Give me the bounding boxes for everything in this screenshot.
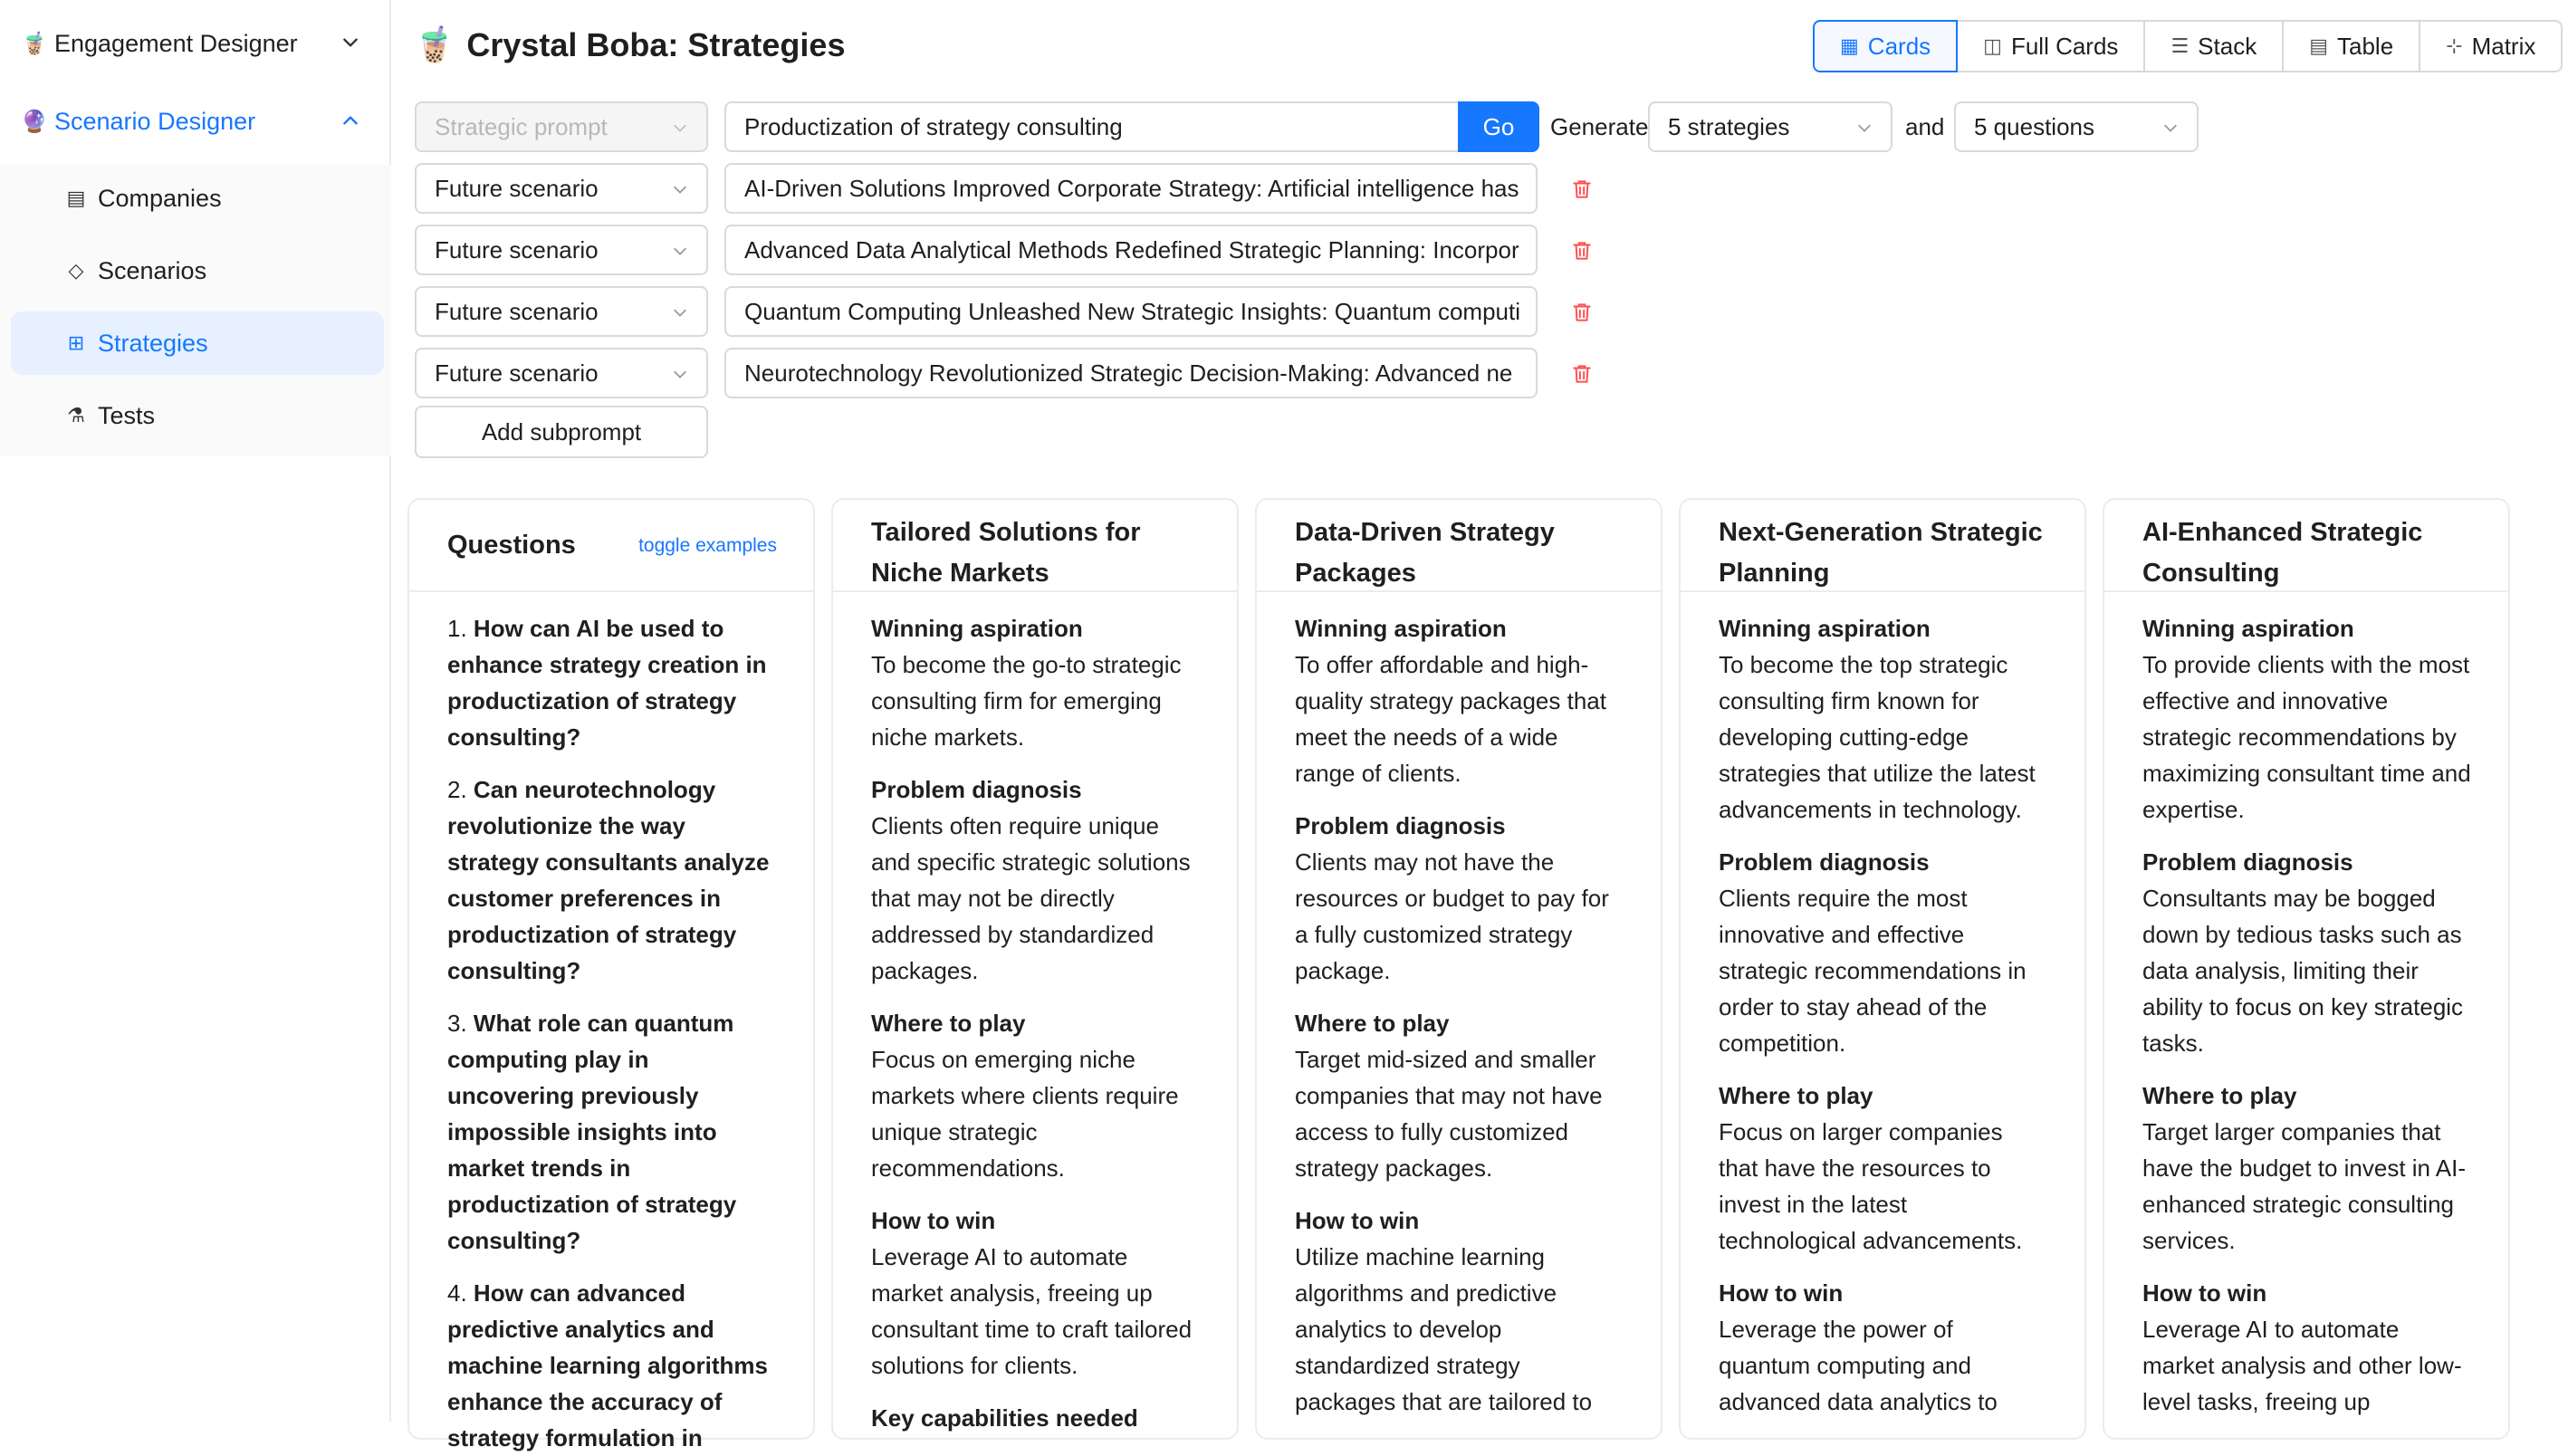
chevron-down-icon (2162, 120, 2179, 136)
section-play (1719, 1078, 2048, 1259)
chevron-down-icon (672, 366, 688, 382)
question-number: 3. (447, 1010, 467, 1037)
strategy-title: Data-Driven Strategy Packages (1257, 500, 1661, 592)
full-cards-icon: ◫ (1983, 34, 2002, 57)
section-text: To provide clients with the most effective and innovative strategic recommendations by maximizing consultant time and expertise. (2142, 651, 2471, 823)
strategy-body (1681, 592, 2084, 1420)
questions-card-header (409, 500, 813, 592)
strategy-body (833, 592, 1237, 1436)
view-full-cards-button[interactable] (1956, 20, 2145, 72)
matrix-icon: ⊹ (2446, 34, 2463, 57)
strategies-count-select[interactable] (1648, 101, 1892, 152)
section-heading: How to win (871, 1207, 996, 1234)
view-stack-button[interactable] (2143, 20, 2284, 72)
go-button[interactable]: Go (1458, 101, 1539, 152)
stack-icon: ☰ (2170, 34, 2190, 57)
table-icon: ▤ (66, 187, 86, 209)
question-number: 2. (447, 776, 467, 803)
questions-list (409, 592, 813, 1456)
question-text: How can AI be used to enhance strategy creation in productization of strategy consulting? (447, 615, 767, 751)
section-diagnosis (2142, 844, 2472, 1061)
strategy-body (1257, 592, 1661, 1420)
sidebar-item-label: Strategies (98, 329, 208, 357)
section-heading: Where to play (1719, 1082, 1873, 1109)
question-text: What role can quantum computing play in uncovering previously impossible insights into market trends in productization of strategy consulting? (447, 1010, 737, 1254)
view-cards-button[interactable] (1813, 20, 1958, 72)
page-title-text: Crystal Boba: Strategies (466, 26, 846, 63)
trash-icon[interactable] (1570, 239, 1594, 263)
subprompt-input-value: AI-Driven Solutions Improved Corporate Strategy: Artificial intelligence has (744, 174, 1519, 202)
section-win (2142, 1275, 2472, 1420)
question-number: 1. (447, 615, 467, 642)
table-icon: ▤ (2309, 34, 2328, 57)
section-play (2142, 1078, 2472, 1259)
section-heading: Problem diagnosis (1295, 812, 1506, 839)
section-capabilities (871, 1400, 1201, 1436)
section-heading: Problem diagnosis (1719, 848, 1930, 876)
page-title (413, 20, 845, 71)
view-table-button[interactable] (2282, 20, 2420, 72)
question-item (447, 1005, 781, 1259)
section-aspiration (1295, 610, 1624, 791)
sidebar-group-engagement-designer[interactable] (0, 7, 391, 80)
question-item (447, 610, 781, 755)
subprompt-type-value: Future scenario (435, 174, 599, 202)
question-item (447, 771, 781, 989)
section-text: Utilize machine learning algorithms and predictive analytics to develop standardized strategy packages that are tailored to (1295, 1243, 1593, 1415)
subprompt-input-value: Quantum Computing Unleashed New Strategic Insights: Quantum computi (744, 297, 1520, 325)
section-win (871, 1202, 1201, 1384)
subprompt-input-value: Advanced Data Analytical Methods Redefined Strategic Planning: Incorpor (744, 235, 1519, 263)
sidebar-item-label: Companies (98, 184, 222, 212)
trash-icon[interactable] (1570, 177, 1594, 201)
section-win (1295, 1202, 1624, 1420)
subprompt-type-select[interactable] (415, 225, 708, 275)
sidebar-item-tests[interactable] (11, 384, 384, 447)
generate-label: Generate (1550, 112, 1649, 140)
sidebar-item-label: Scenarios (98, 256, 207, 284)
section-win (1719, 1275, 2048, 1420)
view-label: Full Cards (2010, 32, 2119, 60)
section-text: Clients often require unique and specific strategic solutions that may not be directly addressed by standardized packages. (871, 812, 1191, 984)
section-heading: Winning aspiration (1295, 615, 1507, 642)
section-text: To become the top strategic consulting firm known for developing cutting-edge strategies that utilize the latest advancements in technology. (1719, 651, 2036, 823)
chevron-down-icon (672, 120, 688, 136)
strategy-card[interactable] (2103, 498, 2510, 1440)
section-heading: How to win (2142, 1279, 2267, 1307)
subprompt-input-value: Neurotechnology Revolutionized Strategic Decision-Making: Advanced ne (744, 359, 1513, 387)
strategies-count-value: 5 strategies (1668, 112, 1790, 140)
section-heading: Where to play (871, 1010, 1026, 1037)
section-text: Clients require the most innovative and effective strategic recommendations in order to stay ahead of the competition. (1719, 885, 2027, 1057)
section-diagnosis (871, 771, 1201, 989)
section-aspiration (2142, 610, 2472, 828)
cards-icon: ▦ (1840, 34, 1859, 57)
subprompt-type-select[interactable] (415, 286, 708, 337)
sidebar-item-label: Tests (98, 401, 156, 429)
section-text: Target larger companies that have the budget to invest in AI-enhanced strategic consulting services. (2142, 1118, 2467, 1254)
trash-icon[interactable] (1570, 362, 1594, 386)
and-label: and (1905, 112, 1945, 140)
subprompt-input[interactable] (724, 225, 1538, 275)
section-text: Leverage AI to automate market analysis and other low-level tasks, freeing up (2142, 1316, 2462, 1415)
boba-icon: 🧋 (21, 31, 48, 56)
prompt-type-select[interactable] (415, 101, 708, 152)
subprompt-type-select[interactable] (415, 348, 708, 398)
subprompt-input[interactable] (724, 163, 1538, 214)
boba-icon: 🧋 (413, 26, 456, 64)
strategy-card[interactable] (1679, 498, 2086, 1440)
section-text: Focus on larger companies that have the resources to invest in the latest technological advancements. (1719, 1118, 2023, 1254)
strategy-body (2104, 592, 2508, 1420)
question-number: 4. (447, 1279, 467, 1307)
add-subprompt-button[interactable]: Add subprompt (415, 406, 708, 458)
prompt-input[interactable] (724, 101, 1460, 152)
sidebar (0, 0, 391, 1422)
subprompt-input[interactable] (724, 348, 1538, 398)
chevron-up-icon (340, 110, 360, 130)
questions-card (407, 498, 815, 1451)
view-label: Stack (2198, 32, 2257, 60)
question-text: Can neurotechnology revolutionize the way strategy consultants analyze customer preferences in productization of strategy consulting? (447, 776, 770, 984)
chevron-down-icon (672, 243, 688, 259)
diamond-icon: ◇ (68, 259, 84, 282)
subprompt-type-select[interactable] (415, 163, 708, 214)
subprompt-type-value: Future scenario (435, 359, 599, 387)
crystal-ball-icon: 🔮 (21, 109, 48, 134)
questions-count-select[interactable] (1954, 101, 2199, 152)
sidebar-item-companies[interactable] (11, 167, 384, 230)
strategy-title: Next-Generation Strategic Planning (1681, 500, 2084, 592)
section-heading: How to win (1719, 1279, 1844, 1307)
strategy-card[interactable] (831, 498, 1239, 1440)
section-text: Clients may not have the resources or budget to pay for a fully customized strategy package. (1295, 848, 1609, 984)
section-text: Leverage AI to automate market analysis, freeing up consultant time to craft tailored solutions for clients. (871, 1243, 1193, 1379)
section-text: Consultants may be bogged down by tedious tasks such as data analysis, limiting their ability to focus on key strategic tasks. (2142, 885, 2464, 1057)
section-heading: Winning aspiration (871, 615, 1083, 642)
chevron-down-icon (672, 304, 688, 321)
questions-count-value: 5 questions (1974, 112, 2094, 140)
view-label: Matrix (2471, 32, 2536, 60)
section-text: Target mid-sized and smaller companies that may not have access to fully customized strategy packages. (1295, 1046, 1603, 1182)
sidebar-group-label: Engagement Designer (54, 29, 298, 57)
section-text: To become the go-to strategic consulting firm for emerging niche markets. (871, 651, 1182, 751)
trash-icon[interactable] (1570, 301, 1594, 324)
section-play (1295, 1005, 1624, 1186)
section-aspiration (1719, 610, 2048, 828)
sidebar-group-scenario-designer[interactable] (0, 85, 391, 158)
sidebar-item-scenarios[interactable] (11, 239, 384, 302)
section-text: Leverage the power of quantum computing and advanced data analytics to (1719, 1316, 1998, 1415)
section-heading: Problem diagnosis (2142, 848, 2353, 876)
section-heading: How to win (1295, 1207, 1420, 1234)
subprompt-type-value: Future scenario (435, 297, 599, 325)
question-text: How can advanced predictive analytics and machine learning algorithms enhance the accuracy of strategy formulation in (447, 1279, 768, 1451)
prompt-input-value: Productization of strategy consulting (744, 112, 1123, 140)
section-diagnosis (1719, 844, 2048, 1061)
chevron-down-icon (340, 33, 360, 53)
section-heading: Where to play (2142, 1082, 2297, 1109)
strategy-title: Tailored Solutions for Niche Markets (833, 500, 1237, 592)
section-aspiration (871, 610, 1201, 755)
section-play (871, 1005, 1201, 1186)
section-heading: Winning aspiration (1719, 615, 1931, 642)
flask-icon: ⚗ (67, 404, 85, 426)
sidebar-item-strategies[interactable] (11, 311, 384, 375)
view-label: Table (2337, 32, 2394, 60)
section-text: To offer affordable and high-quality strategy packages that meet the needs of a wide range of clients. (1295, 651, 1606, 787)
strategy-title: AI-Enhanced Strategic Consulting (2104, 500, 2508, 592)
question-item (447, 1275, 781, 1456)
section-heading: Problem diagnosis (871, 776, 1082, 803)
view-matrix-button[interactable] (2419, 20, 2563, 72)
grid-icon: ⊞ (67, 331, 85, 354)
subprompt-input[interactable] (724, 286, 1538, 337)
section-heading: Key capabilities needed (871, 1404, 1138, 1432)
section-heading: Where to play (1295, 1010, 1450, 1037)
view-label: Cards (1867, 32, 1931, 60)
sidebar-group-label: Scenario Designer (54, 107, 256, 135)
prompt-type-placeholder: Strategic prompt (435, 112, 608, 140)
view-switcher (1813, 20, 2563, 72)
chevron-down-icon (672, 181, 688, 197)
subprompt-type-value: Future scenario (435, 235, 599, 263)
toggle-examples-link[interactable]: toggle examples (638, 534, 777, 556)
section-text: Focus on emerging niche markets where clients require unique strategic recommendations. (871, 1046, 1179, 1182)
chevron-down-icon (1856, 120, 1873, 136)
section-heading: Winning aspiration (2142, 615, 2354, 642)
section-diagnosis (1295, 808, 1624, 989)
questions-title: Questions (447, 530, 576, 560)
strategy-card[interactable] (1255, 498, 1662, 1440)
